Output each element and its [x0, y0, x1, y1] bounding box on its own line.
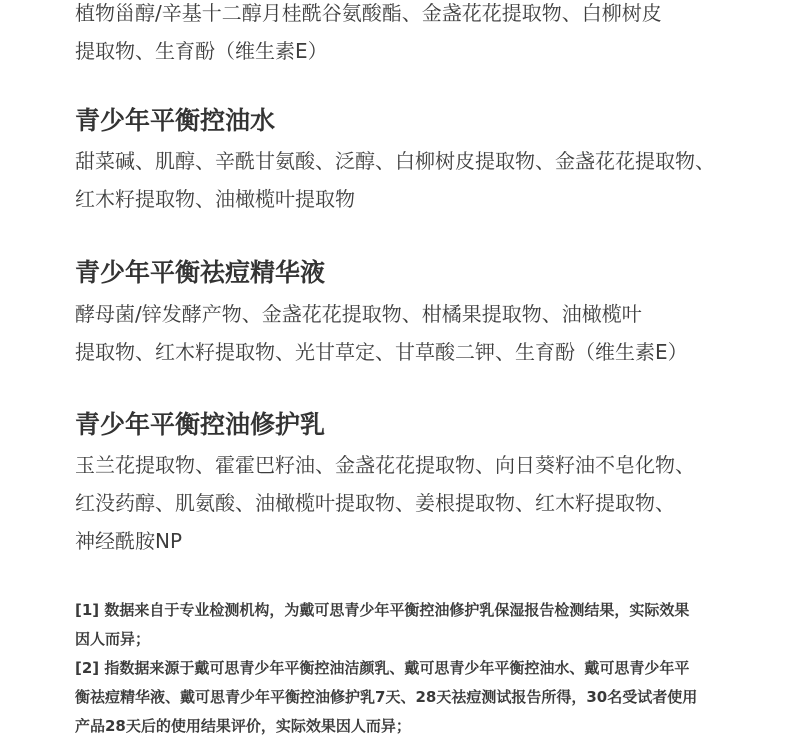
ingredient-line: 酵母菌/锌发酵产物、金盏花花提取物、柑橘果提取物、油橄榄叶 — [75, 302, 642, 326]
ingredient-line: 提取物、红木籽提取物、光甘草定、甘草酸二钾、生育酚（维生素E） — [75, 340, 688, 364]
intro-ingredients — [75, 0, 662, 70]
ingredient-line: 植物甾醇/辛基十二醇月桂酰谷氨酸酯、金盏花花提取物、白柳树皮 — [75, 1, 662, 25]
footnote-line: [1] 数据来自于专业检测机构，为戴可思青少年平衡控油修护乳保湿报告检测结果，实际效果 — [75, 601, 690, 619]
product-ingredients-serum — [75, 295, 688, 371]
footnote-line: 产品28天后的使用结果评价，实际效果因人而异； — [75, 717, 411, 735]
product-title-lotion: 青少年平衡控油修护乳 — [75, 410, 326, 439]
ingredient-line: 神经酰胺NP — [75, 529, 183, 553]
product-title-toner: 青少年平衡控油水 — [75, 106, 276, 135]
product-ingredients-toner — [75, 142, 715, 218]
ingredient-line: 红木籽提取物、油橄榄叶提取物 — [75, 187, 355, 211]
ingredient-line: 提取物、生育酚（维生素E） — [75, 39, 328, 63]
ingredient-line: 红没药醇、肌氨酸、油橄榄叶提取物、姜根提取物、红木籽提取物、 — [75, 491, 675, 515]
ingredient-line: 玉兰花提取物、霍霍巴籽油、金盏花花提取物、向日葵籽油不皂化物、 — [75, 453, 695, 477]
footnote-line: 因人而异； — [75, 630, 151, 648]
footnote-line: [2] 指数据来源于戴可思青少年平衡控油洁颜乳、戴可思青少年平衡控油水、戴可思青少年平 — [75, 659, 690, 677]
ingredient-line: 甜菜碱、肌醇、辛酰甘氨酸、泛醇、白柳树皮提取物、金盏花花提取物、 — [75, 149, 715, 173]
footnotes — [75, 596, 775, 741]
footnote-line: 衡祛痘精华液、戴可思青少年平衡控油修护乳7天、28天祛痘测试报告所得，30名受试者使用 — [75, 688, 698, 706]
product-title-serum: 青少年平衡祛痘精华液 — [75, 258, 326, 287]
product-ingredients-lotion — [75, 446, 695, 560]
